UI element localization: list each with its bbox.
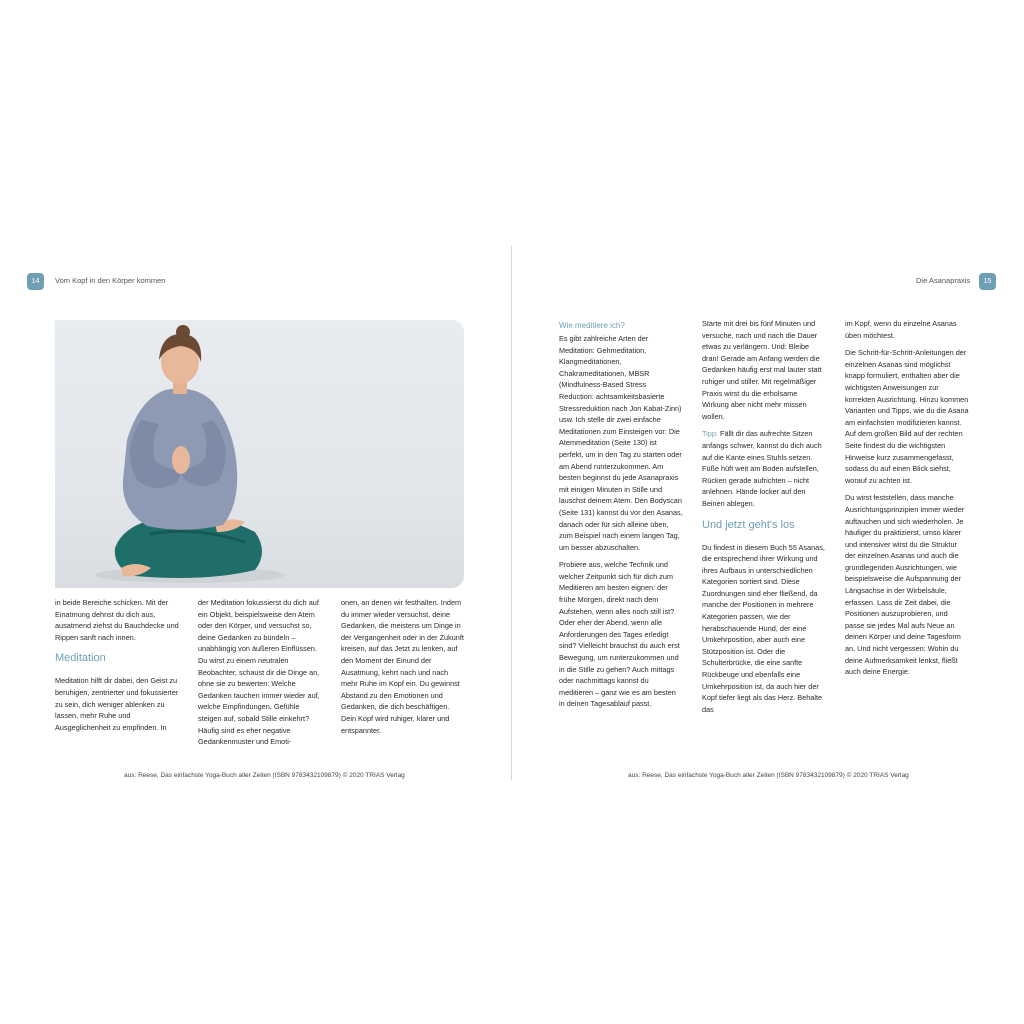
left-column-2 (198, 597, 322, 754)
footer-credit-right: aus: Reese, Das einfachste Yoga-Buch aller Zeiten (ISBN 9783432109879) © 2020 TRIAS Verlag (628, 772, 909, 779)
paragraph: Die Schritt-für-Schritt-Anleitungen der einzelnen Asanas sind möglichst knapp formuliert, enthalten aber die wichtigsten Anweisungen zur korrekten Ausrichtung. Hinzu kommen Varianten und Tipps, wie du die Asana am einfachsten modifizieren kannst. Auf dem großen Bild auf der rechten Seite findest du die wichtigsten Hinweise kurz zusammengefasst, sodass du auf einen Blick siehst, worauf zu achten ist. (845, 348, 969, 485)
paragraph: in beide Bereiche schicken. Mit der Einatmung dehnst du dich aus, ausatmend ziehst du Bauchdecke und Rippen sanft nach innen. (55, 598, 179, 642)
paragraph: Es gibt zahlreiche Arten der Meditation: Gehmeditation, Klangmeditationen, Chakrameditationen, MBSR (Mindfulness-Based Stress Reduction: achtsamkeitsbasierte Stressreduktion nach Jon Kabat-Zinn) usw. Ich stelle dir zwei einfache Meditationen zum Einsteigen vor: Die Atemmeditation (Seite 130) ist perfekt, um in den Tag zu starten oder am Abend runterzukommen. Am besten beginnst du jede Asanapraxis mit einigen Minuten in Stille und lauschst deinem Atem. Den Bodyscan (Seite 131) kannst du vor den Asanas, danach oder für sich alleine üben, zum Beispiel nach einem langen Tag, um besser abzuschalten. (559, 334, 683, 552)
left-column-3 (341, 597, 465, 742)
tip-label: Tipp: (702, 429, 718, 439)
paragraph: der Meditation fokussierst du dich auf ein Objekt, beispielsweise den Atem oder den Körper, und versuchst so, deine Gedanken zu bündeln – unabhängig von äußeren Einflüssen. Du wirst zu einem neutralen Beobachter, schaust dir die Dinge an, ohne sie zu bewerten: Welche Gedanken tauchen immer wieder auf, welche Empfindungen, Gefühle steigen auf, sobald Stille einkehrt? Häufig sind es eher negative Gedankenmuster und Emoti- (198, 598, 320, 747)
meditating-woman-illustration (55, 320, 464, 588)
subheading-wie-meditiere-ich: Wie meditiere ich? (559, 321, 625, 330)
paragraph: onen, an denen wir festhalten. Indem du immer wieder versuchst, deine Gedanken, die meistens um Dinge in der Vergangenheit oder in der Zukunft kreisen, auf das Jetzt zu lenken, auf den Moment der Einund der Ausatmung, kehrt nach und nach mehr Ruhe im Kopf ein. Du gewinnst Abstand zu den Emotionen und Gedanken, die dich beschäftigen. Dein Kopf wird ruhiger, klarer und entspannter. (341, 598, 464, 735)
page-number-badge-left: 14 (27, 273, 44, 290)
section-heading-meditation: Meditation (55, 652, 106, 665)
paragraph: Starte mit drei bis fünf Minuten und versuche, nach und nach die Dauer etwas zu verlängern. Und: Bleibe dran! Gerade am Anfang werden die Gedanken häufig erst mal lauter statt ruhiger und stiller. Mit regelmäßiger Praxis wirst du die erholsame Wirkung aber nicht mehr missen wollen. (702, 319, 822, 421)
left-column-1 (55, 597, 179, 739)
running-head-left: Vom Kopf in den Körper kommen (55, 276, 166, 285)
gutter-line (511, 246, 512, 780)
footer-credit-left: aus: Reese, Das einfachste Yoga-Buch aller Zeiten (ISBN 9783432109879) © 2020 TRIAS Verlag (124, 772, 405, 779)
section-heading-und-jetzt-gehts-los: Und jetzt geht's los (702, 518, 795, 531)
paragraph: Meditation hilft dir dabei, den Geist zu beruhigen, zentrierter und fokussierter zu sein, dich weniger ablenken zu lassen, mehr Ruhe und Ausgeglichenheit zu empfinden. In (55, 676, 179, 732)
paragraph: im Kopf, wenn du einzelne Asanas üben möchtest. (845, 319, 957, 340)
yoga-photo (55, 320, 464, 588)
right-column-1 (559, 320, 683, 716)
running-head-right: Die Asanapraxis (916, 276, 971, 285)
tip-text: Fällt dir das aufrechte Sitzen anfangs schwer, kannst du dich auch auf die Kante eines Stuhls setzen. Füße hüft weit am Boden aufstellen, Rücken gerade aufrichten – nicht anlehnen. Hände locker auf den Beinen ablegen. (702, 429, 822, 508)
paragraph: Du findest in diesem Buch 55 Asanas, die entsprechend ihrer Wirkung und ihres Aufbaus in unterschiedlichen Kategorien sortiert sind. Diese Zuordnungen sind eher fließend, da manche der Positionen in mehrere Kategorien passen, wie der herabschauende Hund, der eine Umkehrposition, aber auch eine Stützposition ist. Oder die Schulterbrücke, die eine sanfte Rückbeuge und ebenfalls eine Umkehrposition ist, da auch hier der Kopf tiefer liegt als das Herz. Behalte das (702, 542, 825, 714)
right-column-2 (702, 318, 826, 721)
right-column-3 (845, 318, 969, 684)
page-number-badge-right: 15 (979, 273, 996, 290)
paragraph: Du wirst feststellen, dass manche Ausrichtungsprinzipien immer wieder auftauchen und sich wiederholen. Je häufiger du praktizierst, umso klarer und intensiver wirst du die Struktur der einzelnen Asanas und auch die grundlegenden Ausrichtungen, wie beispielsweise die Aufspannung der Längsachse in der Wirbelsäule, erfassen. Lass dir Zeit dabei, die Positionen auszuprobieren, und passe sie jedes Mal aufs Neue an deinen Körper und deine Tagesform an. Und nicht vergessen: Wohin du deine Aufmerksamkeit lenkst, fließt auch deine Energie. (845, 493, 965, 677)
tip-box (702, 428, 826, 509)
paragraph: Probiere aus, welche Technik und welcher Zeitpunkt sich für dich zum Meditieren am besten eignen: der frühe Morgen, direkt nach dem Aufstehen, wenn alles noch still ist? Oder eher der Abend, wenn alle Anforderungen des Tages erledigt sind? Vielleicht brauchst du auch erst Bewegung, um runterzukommen und in die Stille zu gehen? Auch mittags oder nachmittags kannst du meditieren – ganz wie es am besten in deinen Tagesablauf passt. (559, 560, 680, 709)
